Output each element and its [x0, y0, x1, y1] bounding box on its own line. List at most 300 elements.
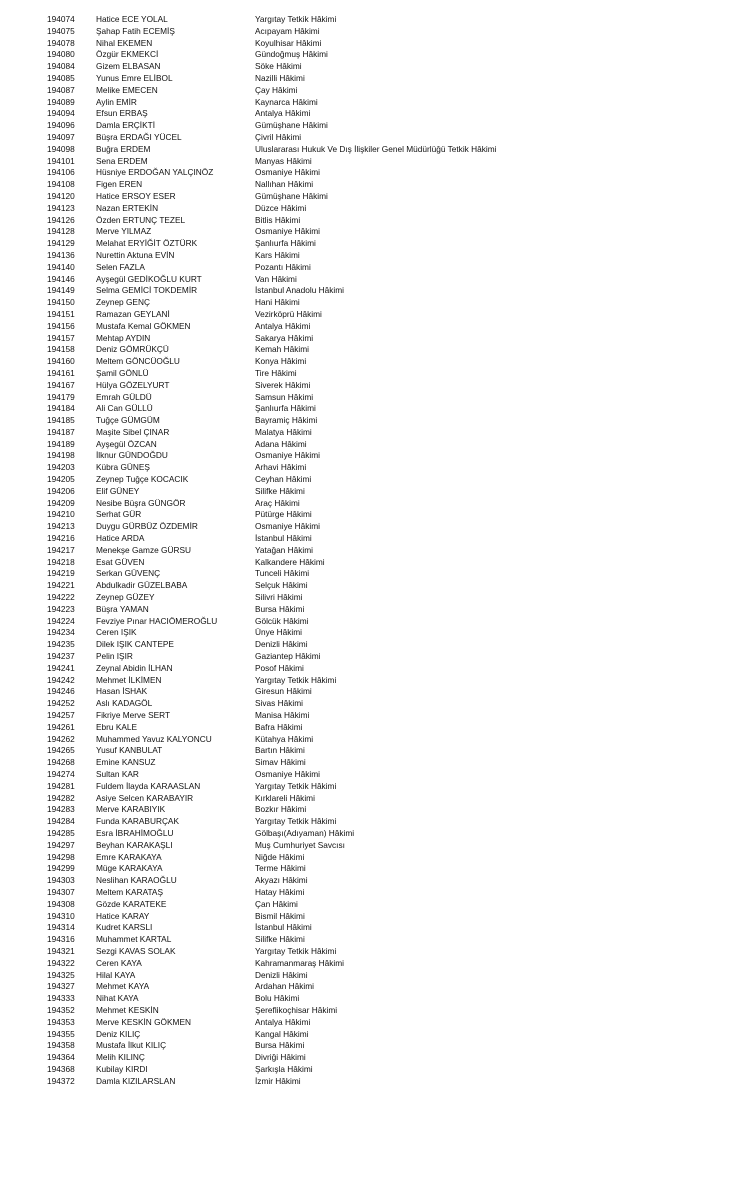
person-name: Nihal EKEMEN: [96, 37, 153, 48]
person-name: Zeynep GENÇ: [96, 297, 150, 308]
person-name: Merve KARABIYIK: [96, 804, 166, 815]
registry-number: 194179: [47, 391, 75, 402]
person-name: Ayşegül ÖZCAN: [96, 438, 157, 449]
list-row: [0, 509, 746, 521]
list-row: [0, 793, 746, 805]
list-row: [0, 85, 746, 97]
list-row: [0, 415, 746, 427]
list-row: [0, 722, 746, 734]
list-row: [0, 911, 746, 923]
registry-number: 194151: [47, 308, 75, 319]
assigned-post: Kars Hâkimi: [255, 249, 300, 260]
assigned-post: İzmir Hâkimi: [255, 1075, 301, 1086]
list-row: [0, 474, 746, 486]
registry-number: 194080: [47, 49, 75, 60]
assigned-post: Silifke Hâkimi: [255, 485, 305, 496]
person-name: Deniz GÖMRÜKÇÜ: [96, 344, 169, 355]
assigned-post: Kahramanmaraş Hâkimi: [255, 957, 344, 968]
assigned-post: Adana Hâkimi: [255, 438, 307, 449]
list-row: [0, 321, 746, 333]
registry-number: 194158: [47, 344, 75, 355]
list-row: [0, 1064, 746, 1076]
person-name: Şahap Fatih ECEMİŞ: [96, 25, 175, 36]
list-row: [0, 215, 746, 227]
registry-number: 194075: [47, 25, 75, 36]
person-name: Melih KILINÇ: [96, 1052, 145, 1063]
registry-number: 194281: [47, 780, 75, 791]
person-name: Zeynal Abidin İLHAN: [96, 662, 173, 673]
assigned-post: Ceyhan Hâkimi: [255, 474, 312, 485]
person-name: Mehmet İLKİMEN: [96, 674, 162, 685]
registry-number: 194140: [47, 261, 75, 272]
person-name: Aylin EMİR: [96, 96, 137, 107]
assigned-post: Kütahya Hâkimi: [255, 733, 314, 744]
assigned-post: Gölcük Hâkimi: [255, 615, 309, 626]
person-name: Nurettin Aktuna EVİN: [96, 249, 175, 260]
list-row: [0, 356, 746, 368]
person-name: Hasan İSHAK: [96, 686, 148, 697]
person-name: Kubilay KIRDI: [96, 1063, 148, 1074]
list-row: [0, 14, 746, 26]
list-row: [0, 238, 746, 250]
list-row: [0, 61, 746, 73]
person-name: Efsun ERBAŞ: [96, 108, 148, 119]
person-name: Esra İBRAHİMOĞLU: [96, 827, 174, 838]
person-name: Sezgi KAVAS SOLAK: [96, 945, 176, 956]
assigned-post: Bayramiç Hâkimi: [255, 415, 318, 426]
registry-number: 194203: [47, 462, 75, 473]
assigned-post: Osmaniye Hâkimi: [255, 226, 321, 237]
list-row: [0, 710, 746, 722]
list-row: [0, 852, 746, 864]
person-name: Funda KARABURÇAK: [96, 816, 180, 827]
registry-number: 194217: [47, 544, 75, 555]
registry-number: 194310: [47, 910, 75, 921]
person-name: Gözde KARATEKE: [96, 898, 167, 909]
assigned-post: Niğde Hâkimi: [255, 851, 305, 862]
person-name: Pelin IŞIR: [96, 651, 133, 662]
assigned-post: Manisa Hâkimi: [255, 710, 310, 721]
assigned-post: Denizli Hâkimi: [255, 639, 308, 650]
assigned-post: Osmaniye Hâkimi: [255, 521, 321, 532]
registry-number: 194352: [47, 1004, 75, 1015]
registry-number: 194327: [47, 981, 75, 992]
person-name: Yunus Emre ELİBOL: [96, 72, 173, 83]
assigned-post: Yargıtay Tetkik Hâkimi: [255, 780, 337, 791]
registry-number: 194157: [47, 332, 75, 343]
assigned-post: Antalya Hâkimi: [255, 320, 311, 331]
assigned-post: Malatya Hâkimi: [255, 426, 312, 437]
person-name: Deniz KILIÇ: [96, 1028, 141, 1039]
person-name: Büşra ERDAĞI YÜCEL: [96, 131, 182, 142]
person-name: Müge KARAKAYA: [96, 863, 163, 874]
assigned-post: Kaynarca Hâkimi: [255, 96, 318, 107]
registry-number: 194282: [47, 792, 75, 803]
list-row: [0, 922, 746, 934]
assigned-post: Çay Hâkimi: [255, 84, 298, 95]
list-row: [0, 580, 746, 592]
list-row: [0, 875, 746, 887]
registry-number: 194213: [47, 521, 75, 532]
list-row: [0, 804, 746, 816]
registry-number: 194108: [47, 179, 75, 190]
person-name: Kübra GÜNEŞ: [96, 462, 150, 473]
assigned-post: Manyas Hâkimi: [255, 155, 312, 166]
registry-number: 194209: [47, 497, 75, 508]
registry-number: 194268: [47, 757, 75, 768]
person-name: Sultan KAR: [96, 769, 139, 779]
registry-number: 194285: [47, 827, 75, 838]
assigned-post: Bolu Hâkimi: [255, 993, 300, 1004]
assigned-post: Akyazı Hâkimi: [255, 875, 308, 886]
person-name: Şamil GÖNLÜ: [96, 367, 149, 378]
registry-number: 194242: [47, 674, 75, 685]
person-name: Emre KARAKAYA: [96, 851, 162, 862]
list-row: [0, 26, 746, 38]
person-name: Nazan ERTEKİN: [96, 202, 159, 213]
list-row: [0, 545, 746, 557]
assigned-post: Düzce Hâkimi: [255, 202, 307, 213]
assigned-post: Söke Hâkimi: [255, 61, 302, 72]
list-row: [0, 297, 746, 309]
registry-number: 194150: [47, 297, 75, 308]
registry-number: 194284: [47, 816, 75, 827]
assigned-post: Osmaniye Hâkimi: [255, 769, 321, 779]
assigned-post: Giresun Hâkimi: [255, 686, 312, 697]
person-name: Esat GÜVEN: [96, 556, 145, 567]
assigned-post: Bursa Hâkimi: [255, 603, 305, 614]
list-row: [0, 734, 746, 746]
assigned-post: Çan Hâkimi: [255, 898, 298, 909]
registry-number: 194185: [47, 415, 75, 426]
registry-number: 194123: [47, 202, 75, 213]
assigned-post: Sakarya Hâkimi: [255, 332, 314, 343]
registry-number: 194257: [47, 710, 75, 721]
person-name: Dilek IŞIK CANTEPE: [96, 639, 174, 650]
person-name: Fevziye Pınar HACIÖMEROĞLU: [96, 615, 218, 626]
registry-number: 194333: [47, 993, 75, 1004]
list-row: [0, 132, 746, 144]
assigned-post: Silifke Hâkimi: [255, 934, 305, 945]
assigned-post: Araç Hâkimi: [255, 497, 300, 508]
person-name: Hilal KAYA: [96, 969, 136, 980]
assigned-post: Acıpayam Hâkimi: [255, 25, 320, 36]
person-name: Figen EREN: [96, 179, 143, 190]
assigned-post: Hani Hâkimi: [255, 297, 300, 308]
registry-number: 194216: [47, 533, 75, 544]
list-row: [0, 262, 746, 274]
assigned-post: Arhavi Hâkimi: [255, 462, 307, 473]
person-name: Maşite Sibel ÇINAR: [96, 426, 170, 437]
assigned-post: Uluslararası Hukuk Ve Dış İlişkiler Genel Müdürlüğü Tetkik Hâkimi: [255, 143, 497, 154]
registry-number: 194246: [47, 686, 75, 697]
appointment-list: [0, 14, 746, 1088]
person-name: Fikriye Merve SERT: [96, 710, 171, 721]
list-row: [0, 285, 746, 297]
registry-number: 194084: [47, 61, 75, 72]
list-row: [0, 250, 746, 262]
person-name: Selen FAZLA: [96, 261, 145, 272]
registry-number: 194189: [47, 438, 75, 449]
list-row: [0, 958, 746, 970]
registry-number: 194321: [47, 945, 75, 956]
registry-number: 194234: [47, 627, 75, 638]
list-row: [0, 462, 746, 474]
assigned-post: Posof Hâkimi: [255, 662, 304, 673]
assigned-post: Antalya Hâkimi: [255, 108, 311, 119]
list-row: [0, 946, 746, 958]
assigned-post: Silivri Hâkimi: [255, 592, 303, 603]
registry-number: 194089: [47, 96, 75, 107]
person-name: Ramazan GEYLANİ: [96, 308, 170, 319]
list-row: [0, 1076, 746, 1088]
person-name: Muhammet KARTAL: [96, 934, 172, 945]
registry-number: 194187: [47, 426, 75, 437]
assigned-post: Koyulhisar Hâkimi: [255, 37, 322, 48]
person-name: Serkan GÜVENÇ: [96, 568, 161, 579]
registry-number: 194097: [47, 131, 75, 142]
person-name: Emrah GÜLDÜ: [96, 391, 152, 402]
assigned-post: Gaziantep Hâkimi: [255, 651, 321, 662]
registry-number: 194156: [47, 320, 75, 331]
person-name: Muhammed Yavuz KALYONCU: [96, 733, 212, 744]
list-row: [0, 1052, 746, 1064]
registry-number: 194160: [47, 356, 75, 367]
list-row: [0, 309, 746, 321]
assigned-post: Gölbaşı(Adıyaman) Hâkimi: [255, 827, 355, 838]
list-row: [0, 686, 746, 698]
registry-number: 194161: [47, 367, 75, 378]
registry-number: 194106: [47, 167, 75, 178]
registry-number: 194358: [47, 1040, 75, 1051]
assigned-post: Bitlis Hâkimi: [255, 214, 301, 225]
registry-number: 194074: [47, 14, 75, 24]
list-row: [0, 167, 746, 179]
assigned-post: Hatay Hâkimi: [255, 886, 305, 897]
person-name: Duygu GÜRBÜZ ÖZDEMİR: [96, 521, 198, 532]
assigned-post: Kemah Hâkimi: [255, 344, 309, 355]
list-row: [0, 1029, 746, 1041]
list-row: [0, 226, 746, 238]
list-row: [0, 203, 746, 215]
person-name: Meltem GÖNCÜOĞLU: [96, 356, 180, 367]
list-row: [0, 274, 746, 286]
list-row: [0, 981, 746, 993]
assigned-post: Şereflikoçhisar Hâkimi: [255, 1004, 338, 1015]
list-row: [0, 887, 746, 899]
list-row: [0, 557, 746, 569]
person-name: Damla KIZILARSLAN: [96, 1075, 176, 1086]
list-row: [0, 380, 746, 392]
registry-number: 194307: [47, 886, 75, 897]
list-row: [0, 899, 746, 911]
registry-number: 194223: [47, 603, 75, 614]
list-row: [0, 934, 746, 946]
assigned-post: Ünye Hâkimi: [255, 627, 303, 638]
assigned-post: Divriği Hâkimi: [255, 1052, 306, 1063]
assigned-post: İstanbul Anadolu Hâkimi: [255, 285, 345, 296]
registry-number: 194087: [47, 84, 75, 95]
registry-number: 194167: [47, 379, 75, 390]
person-name: Gizem ELBASAN: [96, 61, 161, 72]
registry-number: 194210: [47, 509, 75, 520]
registry-number: 194096: [47, 120, 75, 131]
person-name: Büşra YAMAN: [96, 603, 149, 614]
list-row: [0, 156, 746, 168]
person-name: Ceren IŞIK: [96, 627, 137, 638]
person-name: Hatice KARAY: [96, 910, 150, 921]
registry-number: 194353: [47, 1016, 75, 1027]
registry-number: 194149: [47, 285, 75, 296]
list-row: [0, 49, 746, 61]
assigned-post: İstanbul Hâkimi: [255, 922, 312, 933]
list-row: [0, 191, 746, 203]
registry-number: 194101: [47, 155, 75, 166]
assigned-post: Gümüşhane Hâkimi: [255, 190, 328, 201]
list-row: [0, 533, 746, 545]
registry-number: 194241: [47, 662, 75, 673]
assigned-post: Denizli Hâkimi: [255, 969, 308, 980]
list-row: [0, 392, 746, 404]
assigned-post: İstanbul Hâkimi: [255, 533, 312, 544]
registry-number: 194126: [47, 214, 75, 225]
person-name: Hüsniye ERDOĞAN YALÇINÖZ: [96, 167, 214, 178]
list-row: [0, 120, 746, 132]
person-name: Meltem KARATAŞ: [96, 886, 164, 897]
assigned-post: Bozkır Hâkimi: [255, 804, 307, 815]
assigned-post: Bartın Hâkimi: [255, 745, 305, 756]
person-name: Asiye Selcen KARABAYIR: [96, 792, 194, 803]
list-row: [0, 663, 746, 675]
list-row: [0, 769, 746, 781]
registry-number: 194274: [47, 769, 75, 779]
person-name: Özgür EKMEKCİ: [96, 49, 159, 60]
assigned-post: Tunceli Hâkimi: [255, 568, 310, 579]
assigned-post: Şanlıurfa Hâkimi: [255, 403, 316, 414]
assigned-post: Ardahan Hâkimi: [255, 981, 315, 992]
registry-number: 194262: [47, 733, 75, 744]
list-row: [0, 675, 746, 687]
assigned-post: Van Hâkimi: [255, 273, 297, 284]
person-name: Hatice ECE YOLAL: [96, 14, 168, 24]
assigned-post: Simav Hâkimi: [255, 757, 306, 768]
person-name: Merve YILMAZ: [96, 226, 152, 237]
assigned-post: Tire Hâkimi: [255, 367, 297, 378]
person-name: Neslihan KARAOĞLU: [96, 875, 177, 886]
person-name: Emine KANSUZ: [96, 757, 156, 768]
list-row: [0, 1005, 746, 1017]
person-name: Melahat ERYİĞİT ÖZTÜRK: [96, 238, 198, 249]
person-name: Mehmet KAYA: [96, 981, 150, 992]
registry-number: 194219: [47, 568, 75, 579]
registry-number: 194368: [47, 1063, 75, 1074]
registry-number: 194206: [47, 485, 75, 496]
assigned-post: Selçuk Hâkimi: [255, 580, 308, 591]
list-row: [0, 97, 746, 109]
registry-number: 194325: [47, 969, 75, 980]
assigned-post: Pozantı Hâkimi: [255, 261, 311, 272]
assigned-post: Yargıtay Tetkik Hâkimi: [255, 945, 337, 956]
assigned-post: Bafra Hâkimi: [255, 721, 303, 732]
person-name: Merve KESKİN GÖKMEN: [96, 1016, 191, 1027]
assigned-post: Antalya Hâkimi: [255, 1016, 311, 1027]
assigned-post: Pütürge Hâkimi: [255, 509, 312, 520]
assigned-post: Nazilli Hâkimi: [255, 72, 305, 83]
person-name: Hatice ERSOY ESER: [96, 190, 176, 201]
assigned-post: Bursa Hâkimi: [255, 1040, 305, 1051]
list-row: [0, 486, 746, 498]
list-row: [0, 616, 746, 628]
person-name: Mehtap AYDIN: [96, 332, 151, 343]
assigned-post: Sivas Hâkimi: [255, 698, 303, 709]
list-row: [0, 439, 746, 451]
registry-number: 194261: [47, 721, 75, 732]
list-row: [0, 757, 746, 769]
registry-number: 194299: [47, 863, 75, 874]
registry-number: 194205: [47, 474, 75, 485]
person-name: Mustafa İlkut KILIÇ: [96, 1040, 167, 1051]
list-row: [0, 344, 746, 356]
assigned-post: Osmaniye Hâkimi: [255, 167, 321, 178]
assigned-post: Terme Hâkimi: [255, 863, 306, 874]
registry-number: 194120: [47, 190, 75, 201]
list-row: [0, 521, 746, 533]
list-row: [0, 1040, 746, 1052]
registry-number: 194129: [47, 238, 75, 249]
person-name: Damla ERÇİKTİ: [96, 120, 156, 131]
assigned-post: Muş Cumhuriyet Savcısı: [255, 839, 345, 850]
assigned-post: Çivril Hâkimi: [255, 131, 302, 142]
list-row: [0, 592, 746, 604]
assigned-post: Samsun Hâkimi: [255, 391, 314, 402]
registry-number: 194184: [47, 403, 75, 414]
person-name: Selma GEMİCİ TOKDEMİR: [96, 285, 198, 296]
registry-number: 194316: [47, 934, 75, 945]
person-name: Sena ERDEM: [96, 155, 148, 166]
registry-number: 194364: [47, 1052, 75, 1063]
person-name: Ali Can GÜLLÜ: [96, 403, 153, 414]
person-name: Hülya GÖZELYURT: [96, 379, 170, 390]
registry-number: 194235: [47, 639, 75, 650]
assigned-post: Nallıhan Hâkimi: [255, 179, 314, 190]
list-row: [0, 840, 746, 852]
list-row: [0, 627, 746, 639]
registry-number: 194314: [47, 922, 75, 933]
person-name: Zeynep GÜZEY: [96, 592, 155, 603]
list-row: [0, 970, 746, 982]
person-name: Mustafa Kemal GÖKMEN: [96, 320, 191, 331]
registry-number: 194094: [47, 108, 75, 119]
person-name: İlknur GÜNDOĞDU: [96, 450, 168, 461]
assigned-post: Şanlıurfa Hâkimi: [255, 238, 316, 249]
list-row: [0, 698, 746, 710]
person-name: Elif GÜNEY: [96, 485, 140, 496]
registry-number: 194146: [47, 273, 75, 284]
registry-number: 194078: [47, 37, 75, 48]
assigned-post: Gündoğmuş Hâkimi: [255, 49, 328, 60]
registry-number: 194355: [47, 1028, 75, 1039]
person-name: Nesibe Büşra GÜNGÖR: [96, 497, 186, 508]
registry-number: 194283: [47, 804, 75, 815]
person-name: Yusuf KANBULAT: [96, 745, 163, 756]
list-row: [0, 863, 746, 875]
assigned-post: Siverek Hâkimi: [255, 379, 311, 390]
list-row: [0, 179, 746, 191]
list-row: [0, 144, 746, 156]
assigned-post: Şarkışla Hâkimi: [255, 1063, 313, 1074]
assigned-post: Gümüşhane Hâkimi: [255, 120, 328, 131]
person-name: Melike EMECEN: [96, 84, 158, 95]
